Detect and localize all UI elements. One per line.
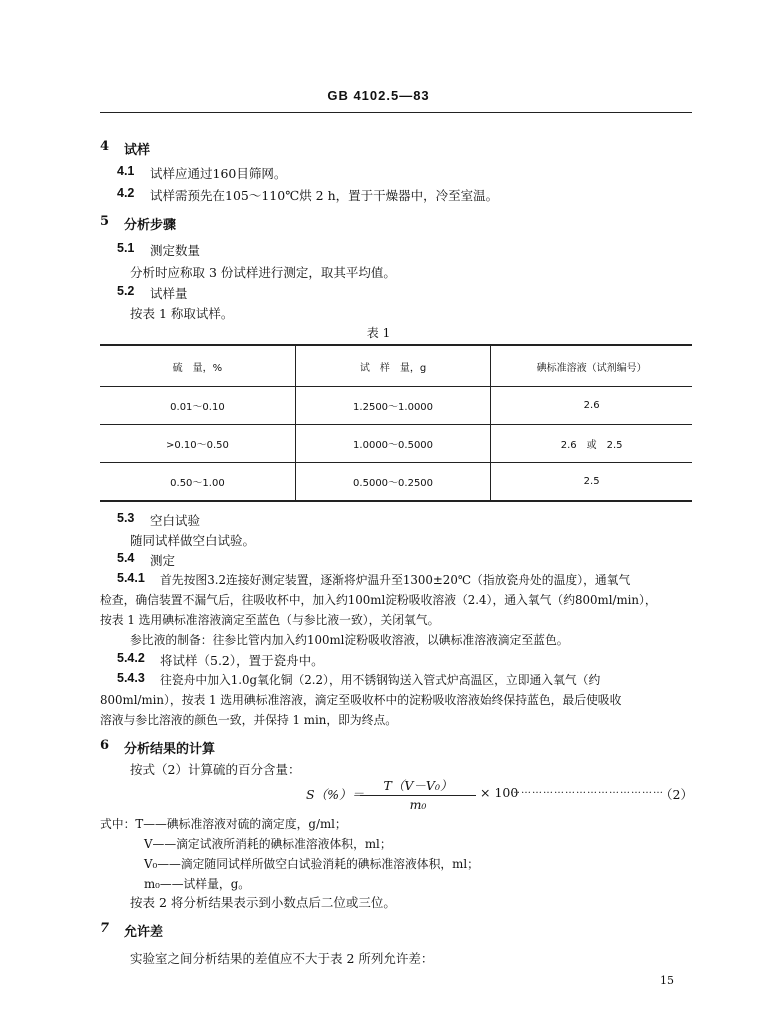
where-V: V——滴定试液所消耗的碘标准溶液体积，ml；	[144, 837, 392, 851]
clause-5-4-title: 测定	[150, 553, 176, 568]
section-5-number: 5	[100, 214, 110, 229]
clause-5-4-1-number: 5.4.1	[117, 571, 145, 585]
table-header-cell: 硫 量，%	[100, 345, 295, 387]
page-number: 15	[660, 974, 674, 987]
table-cell: 0.5000～0.2500	[295, 463, 490, 501]
formula-numerator: T（V－V₀）	[383, 778, 453, 793]
clause-5-4-1-line-3: 按表 1 选用碘标准溶液滴定至蓝色（与参比液一致），关闭氧气。	[100, 613, 440, 627]
section-4-number: 4	[100, 139, 110, 154]
section-5-title: 分析步骤	[124, 218, 177, 233]
clause-5-1-title: 测定数量	[150, 243, 201, 258]
where-V0: V₀——滴定随同试样所做空白试验消耗的碘标准溶液体积，ml；	[144, 857, 479, 871]
fraction-bar	[360, 795, 476, 796]
table-cell: 2.6	[491, 387, 692, 425]
rounding-note: 按表 2 将分析结果表示到小数点后二位或三位。	[130, 895, 396, 910]
clause-4-2-number: 4.2	[117, 186, 135, 200]
clause-5-4-1-line-1: 首先按图3.2连接好测定装置，逐渐将炉温升至1300±20℃（指放瓷舟处的温度），通氧气	[160, 573, 631, 587]
formula-fraction	[360, 776, 476, 812]
clause-4-2-text: 试样需预先在105～110℃烘 2 h，置于干燥器中，冷至室温。	[150, 188, 499, 203]
formula-lhs: S（%）＝	[306, 787, 364, 802]
clause-4-1-number: 4.1	[117, 164, 135, 178]
section-4-title: 试样	[124, 143, 151, 158]
formula-denominator: m₀	[409, 797, 427, 812]
clause-5-2-number: 5.2	[117, 284, 135, 298]
standard-number: GB 4102.5—83	[327, 88, 430, 103]
formula-intro: 按式（2）计算硫的百分含量：	[130, 762, 301, 777]
clause-5-4-1-line-2: 检查，确信装置不漏气后，往吸收杯中，加入约100ml淀粉吸收溶液（2.4），通入氧气（约800ml/min），	[100, 593, 657, 607]
formula-equation-number: （2）	[660, 787, 693, 802]
clause-5-3-title: 空白试验	[150, 513, 201, 528]
table-row	[100, 387, 692, 425]
clause-5-4-2-text: 将试样（5.2），置于瓷舟中。	[160, 653, 324, 668]
table-cell: >0.10～0.50	[100, 425, 295, 463]
table-cell: 0.50～1.00	[100, 463, 295, 501]
section-6-number: 6	[100, 738, 110, 753]
clause-5-4-number: 5.4	[117, 551, 135, 565]
table-header-cell: 试 样 量，g	[295, 345, 490, 387]
header-rule	[100, 112, 692, 113]
clause-4-1-text: 试样应通过160目筛网。	[150, 166, 287, 181]
clause-5-2-text: 按表 1 称取试样。	[130, 306, 234, 321]
table-cell: 1.0000～0.5000	[295, 425, 490, 463]
section-7-text: 实验室之间分析结果的差值应不大于表 2 所列允许差：	[130, 951, 434, 966]
table-row	[100, 425, 692, 463]
clause-5-1-number: 5.1	[117, 241, 135, 255]
where-T: 式中：T——碘标准溶液对硫的滴定度，g/ml；	[100, 817, 347, 831]
clause-5-3-text: 随同试样做空白试验。	[130, 533, 256, 548]
table-row	[100, 463, 692, 501]
table-cell: 0.01～0.10	[100, 387, 295, 425]
clause-5-4-3-line-1: 往瓷舟中加入1.0g氧化铜（2.2），用不锈钢钩送入管式炉高温区，立即通入氧气（约	[160, 673, 601, 687]
reference-solution-note: 参比液的制备：往参比管内加入约100ml淀粉吸收溶液，以碘标准溶液滴定至蓝色。	[130, 633, 569, 647]
table-cell: 1.2500～1.0000	[295, 387, 490, 425]
clause-5-4-3-line-2: 800ml/min），按表 1 选用碘标准溶液，滴定至吸收杯中的淀粉吸收溶液始终保持蓝色，最后使吸收	[100, 693, 622, 707]
clause-5-2-title: 试样量	[150, 286, 188, 301]
table-1	[100, 344, 692, 502]
table-cell: 2.6 或 2.5	[491, 425, 692, 463]
formula-leader-dots: ……………………………………	[510, 785, 664, 796]
table-1-caption: 表 1	[366, 326, 391, 340]
table-header-cell: 碘标准溶液（试剂编号）	[491, 345, 692, 387]
table-header-row	[100, 345, 692, 387]
formula-tail: × 100	[480, 785, 519, 800]
section-7-number: 7	[100, 921, 110, 936]
clause-5-1-text: 分析时应称取 3 份试样进行测定，取其平均值。	[130, 265, 396, 280]
section-6-title: 分析结果的计算	[124, 742, 216, 757]
clause-5-3-number: 5.3	[117, 511, 135, 525]
clause-5-4-2-number: 5.4.2	[117, 651, 145, 665]
section-7-title: 允许差	[124, 925, 164, 940]
table-cell: 2.5	[491, 463, 692, 501]
where-m0: m₀——试样量，g。	[144, 877, 251, 891]
clause-5-4-3-line-3: 溶液与参比溶液的颜色一致，并保持 1 min，即为终点。	[100, 713, 398, 727]
clause-5-4-3-number: 5.4.3	[117, 671, 145, 685]
